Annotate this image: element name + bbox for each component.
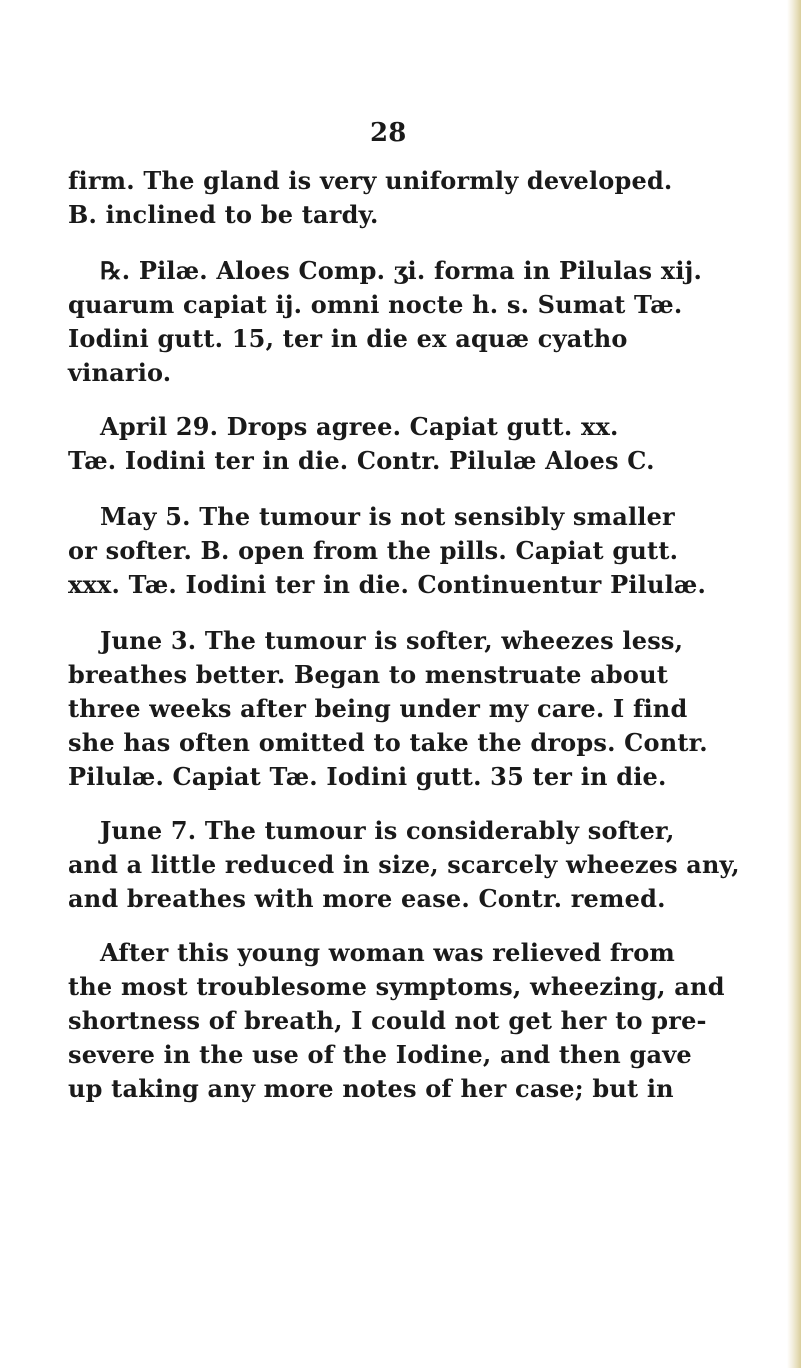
text-line: up taking any more notes of her case; but in: [68, 1074, 674, 1103]
text-line: vinario.: [68, 358, 172, 387]
text-line: shortness of breath, I could not get her to pre-: [68, 1006, 707, 1035]
text-line: the most troublesome symptoms, wheezing, and: [68, 972, 725, 1001]
text-line: June 3. The tumour is softer, wheezes less,: [100, 626, 684, 655]
text-line: Pilulæ. Capiat Tæ. Iodini gutt. 35 ter in die.: [68, 762, 667, 791]
text-line: ℞. Pilæ. Aloes Comp. ʒi. forma in Pilulas xij.: [100, 256, 703, 285]
text-line: quarum capiat ij. omni nocte h. s. Sumat Tæ.: [68, 290, 683, 319]
page-edge: [787, 0, 801, 1368]
text-line: and breathes with more ease. Contr. remed.: [68, 884, 666, 913]
text-line: Iodini gutt. 15, ter in die ex aquæ cyatho: [68, 324, 628, 353]
text-line: After this young woman was relieved from: [100, 938, 676, 967]
text-line: severe in the use of the Iodine, and then gave: [68, 1040, 692, 1069]
text-line: B. inclined to be tardy.: [68, 200, 379, 229]
text-line: breathes better. Began to menstruate about: [68, 660, 669, 689]
text-line: xxx. Tæ. Iodini ter in die. Continuentur Pilulæ.: [68, 570, 707, 599]
text-line: June 7. The tumour is considerably softer,: [100, 816, 675, 845]
text-line: firm. The gland is very uniformly developed.: [68, 166, 673, 195]
page-number: 28: [370, 118, 407, 148]
text-line: May 5. The tumour is not sensibly smaller: [100, 502, 675, 531]
text-line: Tæ. Iodini ter in die. Contr. Pilulæ Aloes C.: [68, 446, 655, 475]
text-line: April 29. Drops agree. Capiat gutt. xx.: [100, 412, 619, 441]
text-line: or softer. B. open from the pills. Capiat gutt.: [68, 536, 679, 565]
text-line: three weeks after being under my care. I find: [68, 694, 688, 723]
text-line: and a little reduced in size, scarcely wheezes any,: [68, 850, 740, 879]
text-line: she has often omitted to take the drops. Contr.: [68, 728, 708, 757]
